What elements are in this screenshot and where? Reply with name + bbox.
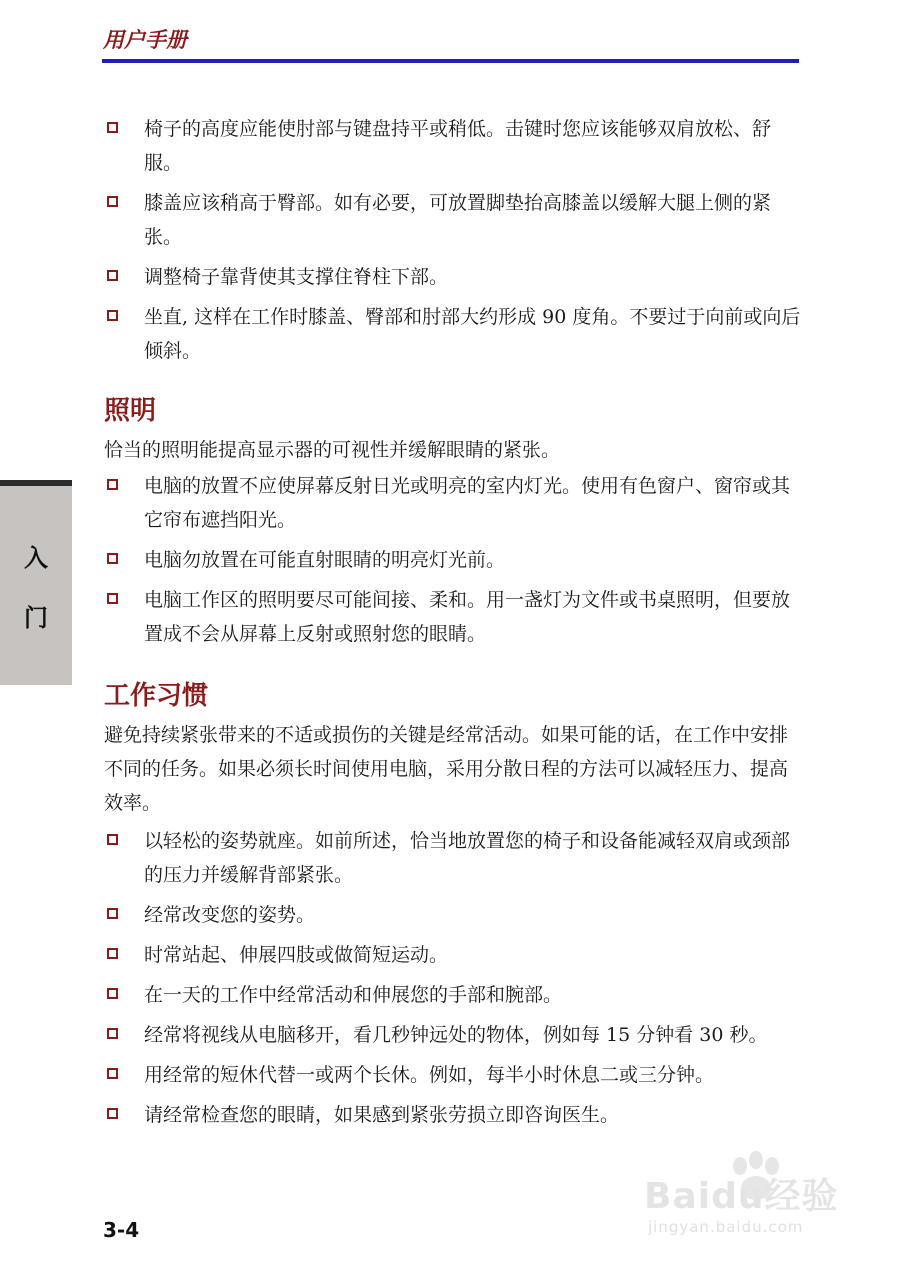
list-item bbox=[104, 898, 804, 932]
list-item bbox=[104, 824, 804, 892]
page-content bbox=[104, 112, 804, 1138]
list-item bbox=[104, 112, 804, 180]
list-item-text: 膝盖应该稍高于臀部。如有必要，可放置脚垫抬高膝盖以缓解大腿上侧的紧张。 bbox=[144, 192, 772, 248]
checkbox-bullet-icon bbox=[107, 593, 118, 604]
list-item bbox=[104, 543, 804, 577]
section-title-work-habits: 工作习惯 bbox=[104, 681, 209, 711]
list-item-text: 电脑的放置不应使屏幕反射日光或明亮的室内灯光。使用有色窗户、窗帘或其它帘布遮挡阳光。 bbox=[144, 475, 791, 531]
list-item bbox=[104, 1058, 804, 1092]
list-item-text: 电脑勿放置在可能直射眼睛的明亮灯光前。 bbox=[144, 549, 506, 571]
section-title-lighting: 照明 bbox=[104, 396, 157, 426]
list-item-text: 经常改变您的姿势。 bbox=[144, 904, 316, 926]
chapter-side-tab bbox=[0, 480, 72, 685]
work-habits-list bbox=[104, 824, 804, 1132]
list-item-text: 坐直, 这样在工作时膝盖、臀部和肘部大约形成 90 度角。不要过于向前或向后倾斜。 bbox=[144, 306, 801, 362]
side-tab-char-1: 入 bbox=[24, 544, 48, 572]
running-header-title: 用户手册 bbox=[103, 28, 187, 52]
checkbox-bullet-icon bbox=[107, 1068, 118, 1079]
checkbox-bullet-icon bbox=[107, 196, 118, 207]
list-item bbox=[104, 260, 804, 294]
checkbox-bullet-icon bbox=[107, 310, 118, 321]
list-item-text: 椅子的高度应能使肘部与键盘持平或稍低。击键时您应该能够双肩放松、舒服。 bbox=[144, 118, 772, 174]
list-item-text: 电脑工作区的照明要尽可能间接、柔和。用一盏灯为文件或书桌照明，但要放置成不会从屏幕上反射或照射您的眼睛。 bbox=[144, 589, 791, 645]
baidu-watermark-logo bbox=[640, 1150, 855, 1245]
list-item bbox=[104, 583, 804, 651]
lighting-list bbox=[104, 469, 804, 651]
checkbox-bullet-icon bbox=[107, 553, 118, 564]
checkbox-bullet-icon bbox=[107, 270, 118, 281]
list-item-text: 经常将视线从电脑移开，看几秒钟远处的物体，例如每 15 分钟看 30 秒。 bbox=[144, 1024, 768, 1046]
checkbox-bullet-icon bbox=[107, 122, 118, 133]
page-number: 3-4 bbox=[103, 1218, 140, 1242]
list-item-text: 调整椅子靠背使其支撑住脊柱下部。 bbox=[144, 266, 449, 288]
list-item-text: 请经常检查您的眼睛，如果感到紧张劳损立即咨询医生。 bbox=[144, 1104, 620, 1126]
checkbox-bullet-icon bbox=[107, 948, 118, 959]
checkbox-bullet-icon bbox=[107, 1028, 118, 1039]
checkbox-bullet-icon bbox=[107, 988, 118, 999]
list-item-text: 用经常的短休代替一或两个长休。例如，每半小时休息二或三分钟。 bbox=[144, 1064, 715, 1086]
lighting-intro: 恰当的照明能提高显示器的可视性并缓解眼睛的紧张。 bbox=[104, 439, 561, 461]
header-rule bbox=[102, 59, 799, 63]
work-habits-intro: 避免持续紧张带来的不适或损伤的关键是经常活动。如果可能的话，在工作中安排不同的任务。如果必须长时间使用电脑，采用分散日程的方法可以减轻压力、提高效率。 bbox=[104, 724, 789, 814]
watermark-brand: Baidu经验 bbox=[644, 1176, 839, 1217]
checkbox-bullet-icon bbox=[107, 834, 118, 845]
list-item bbox=[104, 469, 804, 537]
watermark-url: jingyan.baidu.com bbox=[648, 1218, 804, 1236]
list-item-text: 以轻松的姿势就座。如前所述，恰当地放置您的椅子和设备能减轻双肩或颈部的压力并缓解背部紧张。 bbox=[144, 830, 791, 886]
intro-list bbox=[104, 112, 804, 368]
checkbox-bullet-icon bbox=[107, 479, 118, 490]
list-item bbox=[104, 300, 804, 368]
list-item-text: 在一天的工作中经常活动和伸展您的手部和腕部。 bbox=[144, 984, 563, 1006]
checkbox-bullet-icon bbox=[107, 908, 118, 919]
list-item bbox=[104, 186, 804, 254]
list-item bbox=[104, 1018, 804, 1052]
list-item bbox=[104, 978, 804, 1012]
list-item-text: 时常站起、伸展四肢或做简短运动。 bbox=[144, 944, 449, 966]
list-item bbox=[104, 938, 804, 972]
checkbox-bullet-icon bbox=[107, 1108, 118, 1119]
side-tab-char-2: 门 bbox=[24, 604, 48, 632]
list-item bbox=[104, 1098, 804, 1132]
